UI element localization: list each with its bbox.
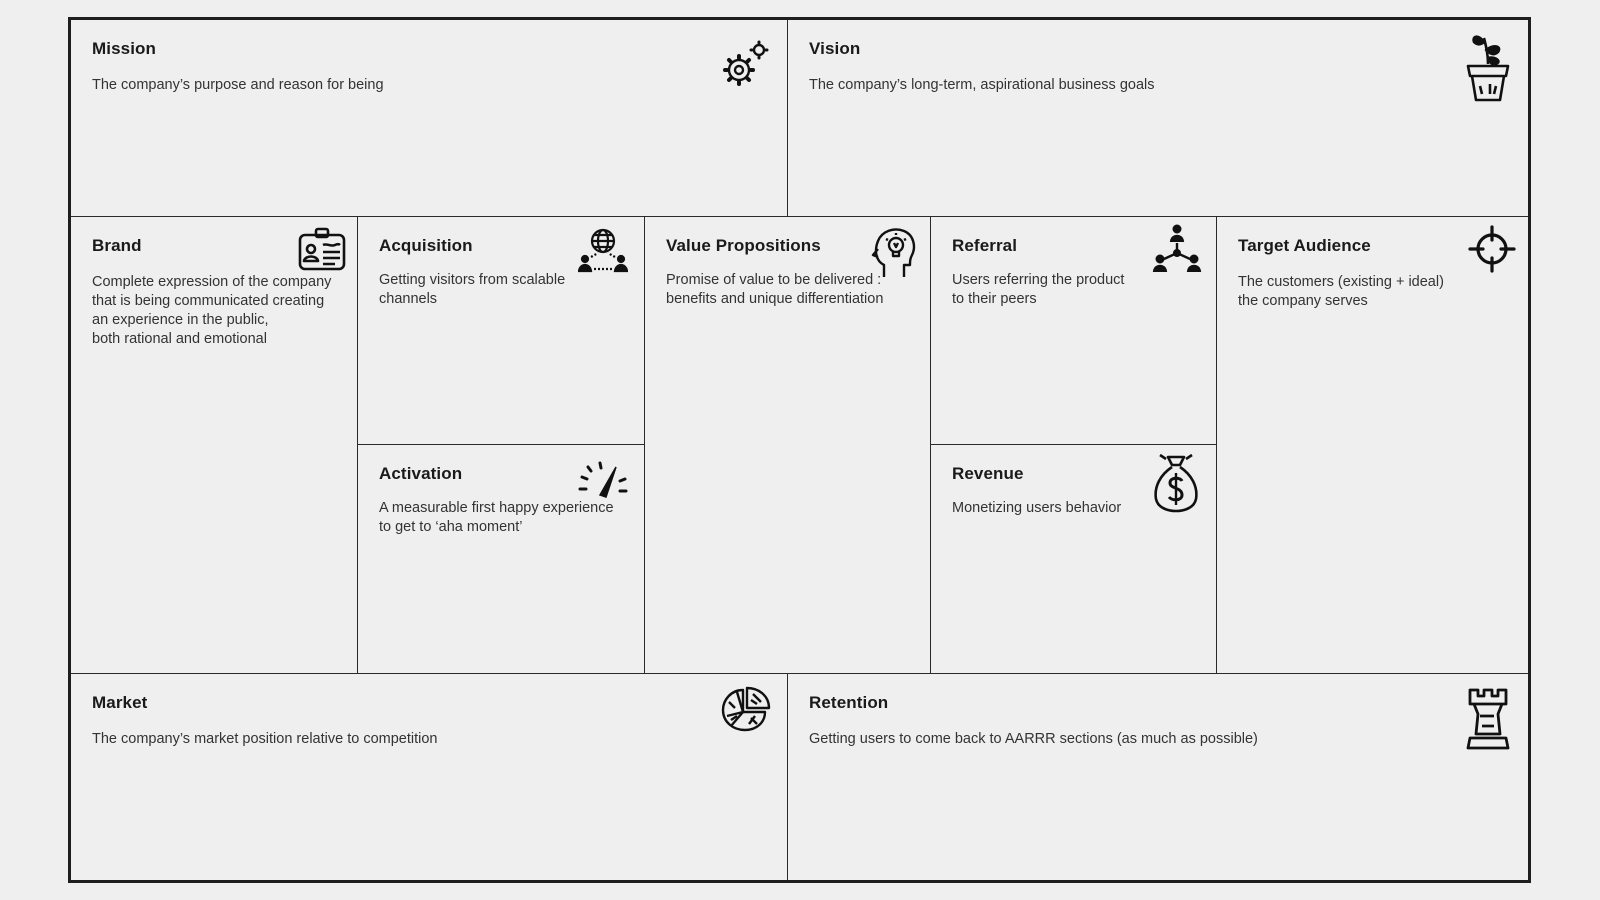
retention-title: Retention [809, 693, 889, 712]
activation-title: Activation [379, 464, 463, 483]
acquisition-title: Acquisition [379, 236, 473, 255]
revenue-title: Revenue [952, 464, 1024, 483]
market-title: Market [92, 693, 148, 712]
plant-pot-icon [1462, 28, 1514, 104]
rook-tower-icon [1464, 688, 1512, 754]
crosshair-icon [1468, 225, 1516, 273]
pie-chart-icon [721, 686, 771, 732]
value-propositions-title: Value Propositions [666, 236, 821, 255]
mission-section [71, 20, 788, 217]
value-propositions-desc: Promise of value to be delivered : benefits and unique differentiation [666, 272, 884, 307]
value-propositions-section [645, 217, 931, 674]
business-canvas [68, 17, 1531, 883]
globe-people-icon [578, 227, 628, 273]
brand-section [71, 217, 358, 674]
retention-desc: Getting users to come back to AARRR sections (as much as possible) [809, 731, 1258, 747]
brand-title: Brand [92, 236, 142, 255]
referral-title: Referral [952, 236, 1018, 255]
gears-icon [719, 40, 771, 90]
acquisition-section [358, 217, 645, 445]
people-network-icon [1152, 223, 1202, 275]
retention-section [788, 674, 1528, 880]
head-lightbulb-icon [870, 225, 918, 279]
acquisition-desc: Getting visitors from scalable channels [379, 272, 566, 307]
market-section [71, 674, 788, 880]
activation-desc: A measurable first happy experience to get to ‘aha moment’ [379, 500, 614, 535]
activation-section [358, 445, 645, 674]
target-audience-desc: The customers (existing + ideal) the company serves [1238, 274, 1444, 309]
mission-desc: The company’s purpose and reason for being [92, 77, 384, 93]
market-desc: The company’s market position relative to competition [92, 731, 438, 747]
money-bag-icon [1152, 453, 1200, 513]
vision-section [788, 20, 1528, 217]
id-badge-icon [297, 227, 347, 273]
revenue-desc: Monetizing users behavior [952, 500, 1122, 516]
spark-icon [578, 461, 628, 501]
revenue-section [931, 445, 1217, 674]
vision-title: Vision [809, 39, 861, 58]
target-audience-section [1217, 217, 1528, 674]
target-audience-title: Target Audience [1238, 236, 1371, 255]
referral-section [931, 217, 1217, 445]
referral-desc: Users referring the product to their peers [952, 272, 1125, 307]
mission-title: Mission [92, 39, 156, 58]
vision-desc: The company’s long-term, aspirational business goals [809, 77, 1155, 93]
brand-desc: Complete expression of the company that is being communicated creating an experience in the public, both rational and emotional [92, 274, 332, 347]
